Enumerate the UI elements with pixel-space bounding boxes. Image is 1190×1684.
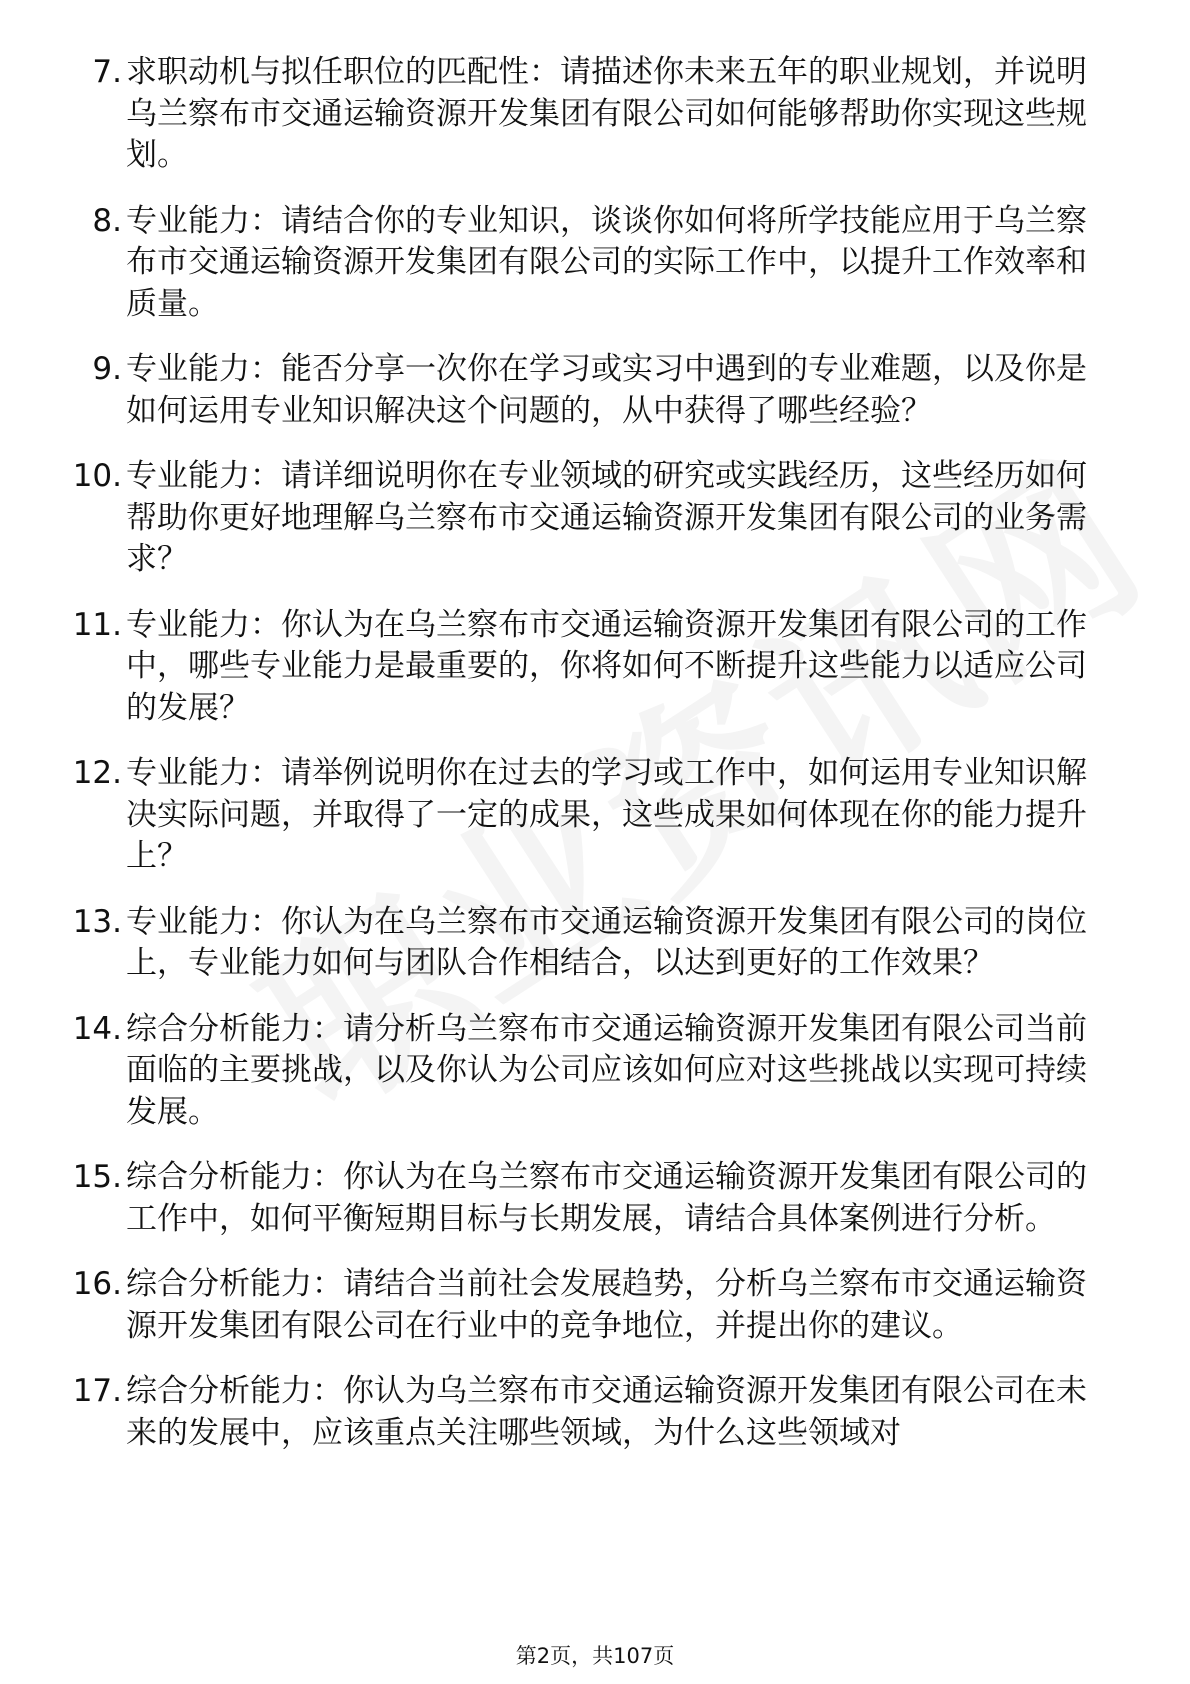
question-item (60, 52, 1110, 177)
question-number: 13. (72, 903, 122, 940)
question-list (60, 52, 1110, 1478)
question-item (60, 1009, 1110, 1134)
question-text: 综合分析能力：你认为乌兰察布市交通运输资源开发集团有限公司在未来的发展中，应该重点关注哪些领域，为什么这些领域对 (126, 1373, 1087, 1451)
question-item (60, 349, 1110, 432)
question-item (60, 456, 1110, 581)
question-text: 专业能力：你认为在乌兰察布市交通运输资源开发集团有限公司的岗位上，专业能力如何与团队合作相结合，以达到更好的工作效果？ (126, 903, 1087, 981)
question-number: 16. (72, 1266, 122, 1302)
question-text: 专业能力：请详细说明你在专业领域的研究或实践经历，这些经历如何帮助你更好地理解乌兰察布市交通运输资源开发集团有限公司的业务需求？ (126, 458, 1087, 577)
question-item (60, 902, 1110, 985)
question-item (60, 605, 1110, 730)
question-text: 综合分析能力：请结合当前社会发展趋势，分析乌兰察布市交通运输资源开发集团有限公司在行业中的竞争地位，并提出你的建议。 (126, 1266, 1087, 1344)
question-text: 求职动机与拟任职位的匹配性：请描述你未来五年的职业规划，并说明乌兰察布市交通运输资源开发集团有限公司如何能够帮助你实现这些规划。 (126, 54, 1087, 173)
question-item (60, 1157, 1110, 1240)
question-item (60, 201, 1110, 326)
question-number: 17. (72, 1373, 122, 1409)
question-number: 8. (92, 202, 122, 239)
question-text: 专业能力：能否分享一次你在学习或实习中遇到的专业难题，以及你是如何运用专业知识解决这个问题的，从中获得了哪些经验？ (126, 351, 1087, 429)
question-number: 15. (72, 1159, 122, 1195)
question-item (60, 753, 1110, 878)
question-number: 14. (72, 1010, 122, 1047)
question-item (60, 1371, 1110, 1454)
question-number: 9. (92, 351, 122, 387)
question-item (60, 1264, 1110, 1347)
question-text: 综合分析能力：你认为在乌兰察布市交通运输资源开发集团有限公司的工作中，如何平衡短期目标与长期发展，请结合具体案例进行分析。 (126, 1159, 1087, 1237)
question-text: 专业能力：你认为在乌兰察布市交通运输资源开发集团有限公司的工作中，哪些专业能力是最重要的，你将如何不断提升这些能力以适应公司的发展？ (126, 606, 1087, 726)
question-number: 7. (92, 54, 122, 90)
question-text: 专业能力：请结合你的专业知识，谈谈你如何将所学技能应用于乌兰察布市交通运输资源开发集团有限公司的实际工作中，以提升工作效率和质量。 (126, 202, 1087, 322)
question-number: 10. (72, 458, 122, 494)
question-number: 12. (72, 755, 122, 791)
question-number: 11. (72, 606, 122, 643)
question-text: 综合分析能力：请分析乌兰察布市交通运输资源开发集团有限公司当前面临的主要挑战，以及你认为公司应该如何应对这些挑战以实现可持续发展。 (126, 1010, 1087, 1130)
page-footer: 第2页，共107页 (515, 1644, 675, 1668)
question-text: 专业能力：请举例说明你在过去的学习或工作中，如何运用专业知识解决实际问题，并取得了一定的成果，这些成果如何体现在你的能力提升上？ (126, 755, 1087, 874)
